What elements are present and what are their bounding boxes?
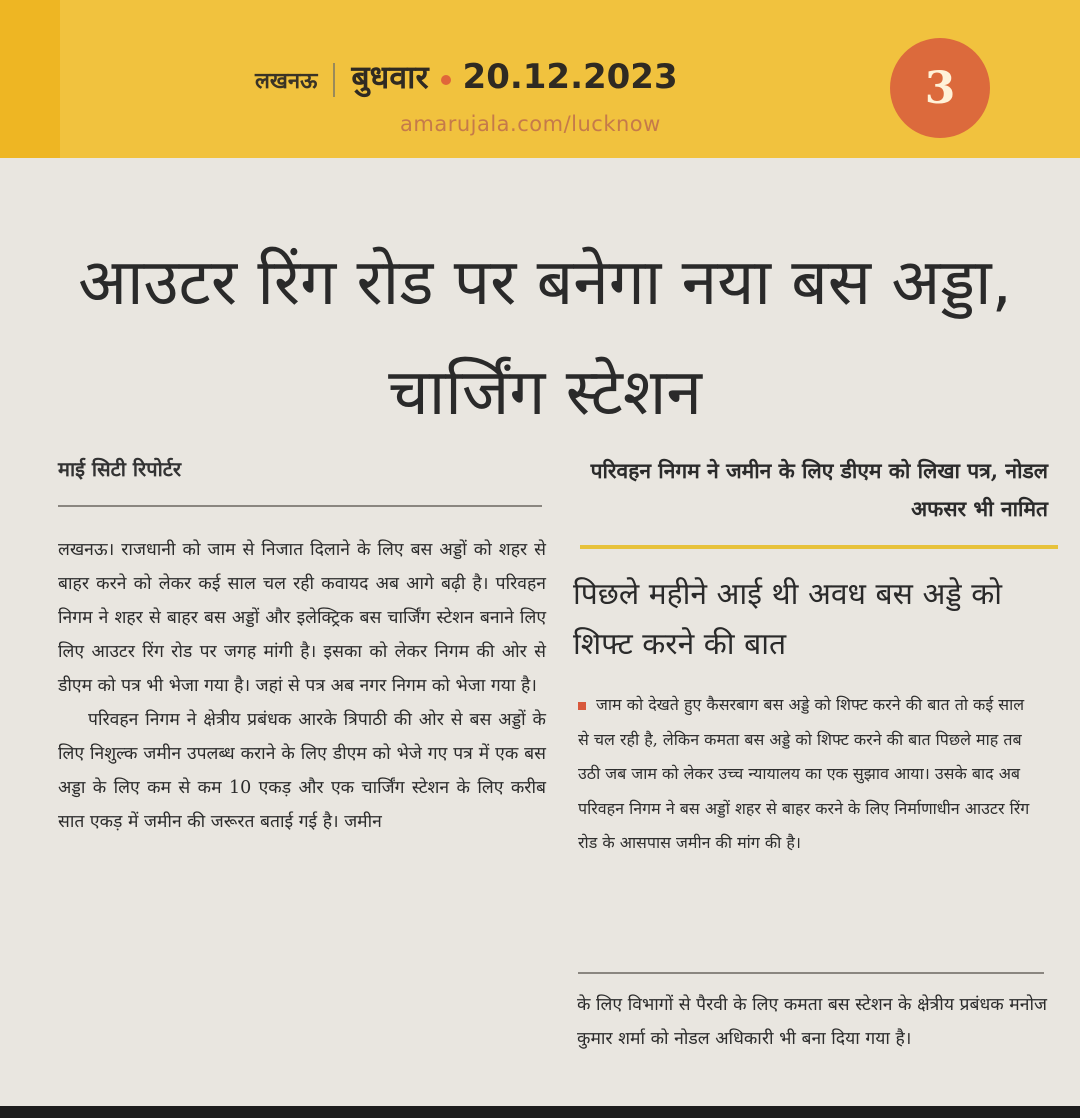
masthead-url: amarujala.com/lucknow bbox=[400, 112, 661, 136]
bottom-edge bbox=[0, 1106, 1080, 1118]
box-rule bbox=[578, 972, 1044, 974]
subheadline: परिवहन निगम ने जमीन के लिए डीएम को लिखा पत्र, नोडल अफसर भी नामित bbox=[590, 458, 1048, 521]
masthead-divider bbox=[333, 63, 335, 97]
body-paragraph: लखनऊ। राजधानी को जाम से निजात दिलाने के लिए बस अड्डों को शहर से बाहर करने को लेकर कई साल चल रही कवायद अब आगे बढ़ी है। परिवहन निगम ने शहर से बाहर बस अड्डों और इलेक्ट्रिक बस चार्जिंग स्टेशन बनाने लिए लिए आउटर रिंग रोड पर जगह मांगी है। इसका को लेकर निगम की ओर से डीएम को पत्र भी भेजा गया है। जहां से पत्र अब नगर निगम को भेजा गया है। bbox=[58, 540, 546, 696]
accent-line bbox=[580, 545, 1058, 549]
byline: माई सिटी रिपोर्टर bbox=[58, 457, 182, 481]
headline: आउटर रिंग रोड पर बनेगा नया बस अड्डा, चार्जिंग स्टेशन bbox=[78, 246, 1012, 430]
body-paragraph: परिवहन निगम ने क्षेत्रीय प्रबंधक आरके त्रिपाठी की ओर से बस अड्डों के लिए निशुल्क जमीन उपलब्ध कराने के लिए डीएम को भेजे गए पत्र में एक बस अड्डा के लिए कम से कम 10 एकड़ और एक चार्जिंग स्टेशन के लिए करीब सात एकड़ में जमीन की जरूरत बताई गई है। जमीन bbox=[58, 710, 546, 832]
masthead-band-edge bbox=[0, 0, 60, 158]
masthead-dot bbox=[441, 75, 451, 85]
masthead-date: 20.12.2023 bbox=[462, 57, 678, 97]
page-number-badge: 3 bbox=[890, 38, 990, 138]
sidebar-box-text: जाम को देखते हुए कैसरबाग बस अड्डे को शिफ्ट करने की बात तो कई साल से चल रही है, लेकिन कमता बस अड्डे को शिफ्ट करने की बात पिछले माह तब उठी जब जाम को लेकर उच्च न्यायालय का एक सुझाव आया। उसके बाद अब परिवहन निगम ने बस अड्डों शहर से बाहर करने के लिए निर्माणाधीन आउटर रिंग रोड के आसपास जमीन की मांग की है। bbox=[578, 695, 1030, 852]
masthead bbox=[255, 55, 678, 105]
masthead-day: बुधवार bbox=[351, 58, 429, 96]
body-left-column bbox=[58, 533, 546, 839]
byline-rule bbox=[58, 505, 542, 507]
bullet-icon bbox=[578, 702, 586, 710]
masthead-city: लखनऊ bbox=[255, 68, 318, 94]
body-right-column: के लिए विभागों से पैरवी के लिए कमता बस स्टेशन के क्षेत्रीय प्रबंधक मनोज कुमार शर्मा को नोडल अधिकारी भी बना दिया गया है। bbox=[577, 995, 1047, 1049]
pull-quote: पिछले महीने आई थी अवध बस अड्डे को शिफ्ट करने की बात bbox=[573, 577, 1003, 662]
sidebar-box bbox=[578, 688, 1038, 861]
